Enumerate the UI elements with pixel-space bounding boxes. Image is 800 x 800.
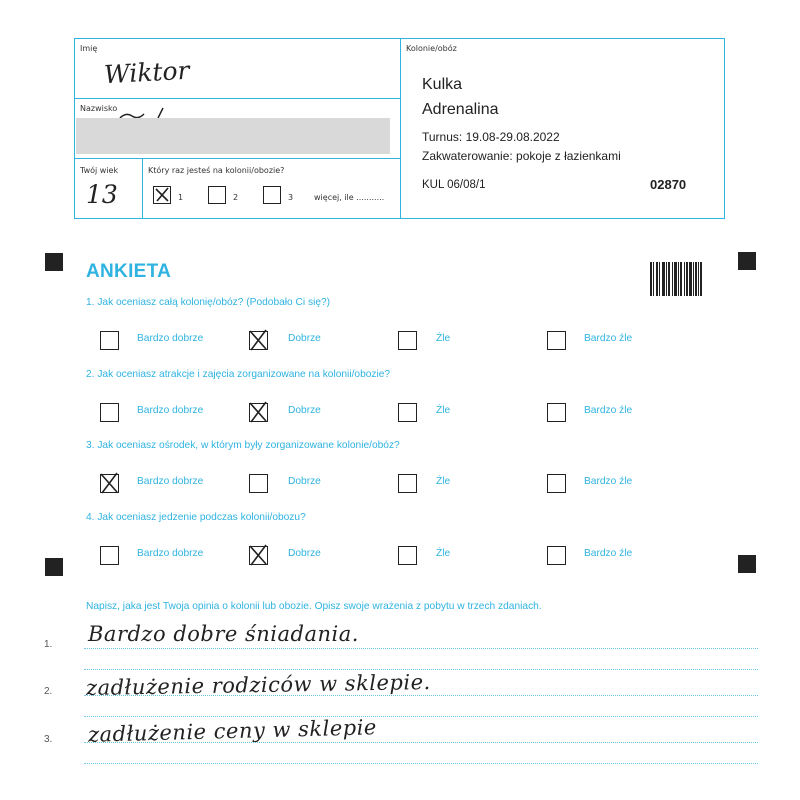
question-2-option-label-3: Źle <box>436 405 451 416</box>
header-divider-vertical <box>400 38 401 219</box>
question-1-checkbox-4[interactable] <box>547 331 566 350</box>
opinion-line-3b <box>84 763 758 764</box>
question-3-text: 3. Jak oceniasz ośrodek, w którym były zorganizowane kolonie/obóz? <box>86 440 400 451</box>
kolonie-name: Kulka <box>422 76 463 93</box>
ktory-raz-opt-3: 3 <box>288 193 294 202</box>
question-4-checkbox-4[interactable] <box>547 546 566 565</box>
question-4-checkbox-1[interactable] <box>100 546 119 565</box>
nazwisko-redaction <box>76 118 390 154</box>
question-1-option-label-4: Bardzo źle <box>584 333 633 344</box>
question-3-checkbox-2[interactable] <box>249 474 268 493</box>
question-3-option-label-3: Źle <box>436 476 451 487</box>
opinion-handwriting-2[interactable]: zadłużenie rodziców w sklepie. <box>85 669 431 701</box>
check-mark-icon <box>249 546 266 563</box>
question-1-text: 1. Jak oceniasz całą kolonię/obóz? (Podobało Ci się?) <box>86 297 331 308</box>
header-divider-1 <box>74 98 401 99</box>
question-4-option-label-4: Bardzo źle <box>584 548 633 559</box>
question-3-checkbox-3[interactable] <box>398 474 417 493</box>
ktory-raz-more: więcej, ile ........... <box>314 193 385 202</box>
question-1-option-label-3: Źle <box>436 333 451 344</box>
question-3-checkbox-4[interactable] <box>547 474 566 493</box>
question-1-checkbox-3[interactable] <box>398 331 417 350</box>
question-3-checkbox-1[interactable] <box>100 474 119 493</box>
opinion-line-2 <box>84 695 758 696</box>
opinion-line-number-3: 3. <box>44 734 53 745</box>
question-2-checkbox-1[interactable] <box>100 403 119 422</box>
check-mark-icon <box>249 403 266 420</box>
question-3-option-label-2: Dobrze <box>288 476 321 487</box>
opinion-handwriting-1[interactable]: Bardzo dobre śniadania. <box>88 622 359 646</box>
ktory-raz-opt-2: 2 <box>233 193 239 202</box>
question-4-option-label-2: Dobrze <box>288 548 321 559</box>
form-number: 02870 <box>650 177 687 192</box>
wiek-value: 13 <box>86 180 118 209</box>
question-4-checkbox-3[interactable] <box>398 546 417 565</box>
kolonie-sub: Adrenalina <box>422 101 499 118</box>
registration-marker-bottom-left <box>45 558 63 576</box>
question-3-option-label-4: Bardzo źle <box>584 476 633 487</box>
opinion-line-number-1: 1. <box>44 639 53 650</box>
wiek-label: Twój wiek <box>80 166 119 175</box>
question-2-checkbox-3[interactable] <box>398 403 417 422</box>
question-4-checkbox-2[interactable] <box>249 546 268 565</box>
question-2-option-label-4: Bardzo źle <box>584 405 633 416</box>
opinion-line-2b <box>84 716 758 717</box>
opinion-line-1 <box>84 648 758 649</box>
question-3-option-label-1: Bardzo dobrze <box>137 476 204 487</box>
question-4-option-label-1: Bardzo dobrze <box>137 548 204 559</box>
question-2-checkbox-2[interactable] <box>249 403 268 422</box>
imie-label: Imię <box>80 44 98 53</box>
imie-value: Wiktor <box>103 55 191 90</box>
opinion-handwriting-3[interactable]: zadłużenie ceny w sklepie <box>87 715 378 747</box>
nazwisko-label: Nazwisko <box>80 104 118 113</box>
survey-title: ANKIETA <box>86 261 172 282</box>
turnus-text: Turnus: 19.08-29.08.2022 <box>422 130 560 144</box>
check-mark-icon <box>100 474 117 491</box>
question-4-text: 4. Jak oceniasz jedzenie podczas kolonii/obozu? <box>86 512 306 523</box>
registration-marker-top-right <box>738 252 756 270</box>
ktory-raz-checkbox-3[interactable] <box>263 186 281 204</box>
header-divider-age <box>142 158 143 218</box>
kolonie-code: KUL 06/08/1 <box>422 179 486 191</box>
ktory-raz-checkbox-1[interactable] <box>153 186 171 204</box>
question-2-option-label-1: Bardzo dobrze <box>137 405 204 416</box>
kolonie-label: Kolonie/obóz <box>406 44 457 53</box>
question-2-text: 2. Jak oceniasz atrakcje i zajęcia zorganizowane na kolonii/obozie? <box>86 369 391 380</box>
check-mark-icon <box>154 187 170 203</box>
opinion-line-number-2: 2. <box>44 686 53 697</box>
check-mark-icon <box>249 331 266 348</box>
header-divider-2 <box>74 158 401 159</box>
question-1-checkbox-1[interactable] <box>100 331 119 350</box>
registration-marker-bottom-right <box>738 555 756 573</box>
ktory-raz-opt-1: 1 <box>178 193 184 202</box>
question-1-option-label-1: Bardzo dobrze <box>137 333 204 344</box>
barcode <box>650 262 702 296</box>
ktory-raz-checkbox-2[interactable] <box>208 186 226 204</box>
registration-marker-top-left <box>45 253 63 271</box>
ktory-raz-label: Który raz jesteś na kolonii/obozie? <box>148 166 285 175</box>
question-1-checkbox-2[interactable] <box>249 331 268 350</box>
question-2-option-label-2: Dobrze <box>288 405 321 416</box>
question-2-checkbox-4[interactable] <box>547 403 566 422</box>
question-1-option-label-2: Dobrze <box>288 333 321 344</box>
opinion-prompt: Napisz, jaka jest Twoja opinia o kolonii lub obozie. Opisz swoje wrażenia z pobytu w trzech zdaniach. <box>86 601 542 612</box>
opinion-line-3 <box>84 742 758 743</box>
question-4-option-label-3: Źle <box>436 548 451 559</box>
zakwaterowanie-text: Zakwaterowanie: pokoje z łazienkami <box>422 149 621 163</box>
